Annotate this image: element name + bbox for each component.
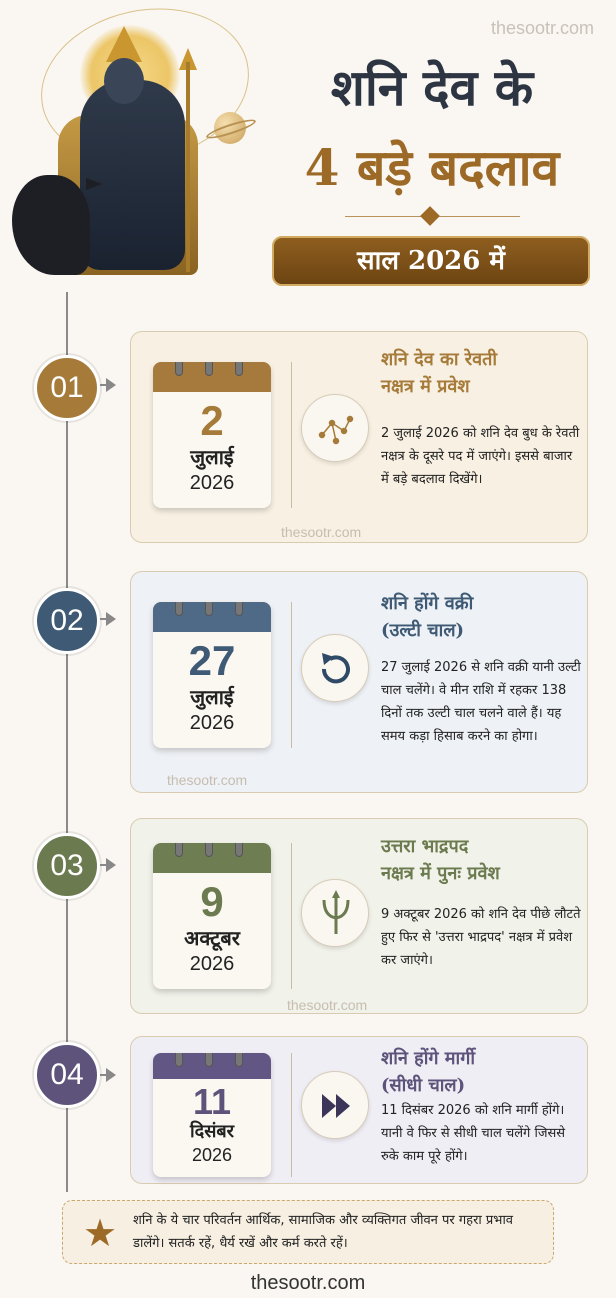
card-title-line: शनि होंगे वक्री [381,593,474,614]
calendar-ring [235,602,243,616]
crow-beak [86,178,102,190]
spear [186,62,190,272]
change-card-2 [130,571,588,793]
title-line-2: 4 बड़े बदलाव [304,138,560,197]
retrograde-arrow-icon [301,634,369,702]
card-separator [291,362,292,508]
footer-watermark: thesootr.com [250,1272,366,1294]
calendar-3 [153,843,271,989]
card-separator [291,1053,292,1177]
calendar-day: 2 [200,397,224,444]
arrow-right-icon [106,1068,116,1082]
card-title [381,1045,581,1099]
card-description: 9 अक्टूबर 2026 को शनि देव पीछे लौटते हुए फिर से 'उत्तरा भाद्रपद' नक्षत्र में प्रवेश कर जाएंगे। [381,907,581,968]
arrow-right-icon [106,612,116,626]
crow-icon [12,175,90,275]
footer-note [62,1200,554,1264]
change-card-4 [130,1036,588,1184]
deity-head [104,58,144,104]
step-number-3: 03 [34,833,100,899]
calendar-ring [235,1053,243,1067]
calendar-month: जुलाई [190,445,234,469]
calendar-month: जुलाई [190,685,234,709]
card-title [381,590,581,644]
card-description: 27 जुलाई 2026 से शनि वक्री यानी उल्टी चाल चलेंगे। वे मीन राशि में रहकर 138 दिनों तक उल्टी चाल चलने वाले हैं। यह समय कड़ा हिसाब करने का होगा। [381,660,581,744]
calendar-year: 2026 [189,953,235,975]
footer-text: शनि के ये चार परिवर्तन आर्थिक, सामाजिक और व्यक्तिगत जीवन पर गहरा प्रभाव डालेंगे। सतर्क रहें, धैर्य रखें और कर्म करते रहें। [133,1213,514,1251]
step-number-2: 02 [34,588,100,654]
calendar-day: 27 [188,637,236,684]
card-description: 2 जुलाई 2026 को शनि देव बुध के रेवती नक्षत्र के दूसरे पद में जाएंगे। इससे बाजार में बड़े बदलाव दिखेंगे। [381,426,580,487]
calendar-year: 2026 [189,712,235,734]
trident-icon [301,879,369,947]
calendar-4 [153,1053,271,1177]
calendar-ring [235,362,243,376]
year-banner: साल 2026 में [272,236,590,286]
calendar-ring [205,843,213,857]
card-title-line: शनि देव का रेवती [381,349,498,370]
deity-body [80,80,185,270]
fast-forward-icon [301,1071,369,1139]
calendar-ring [175,362,183,376]
card-separator [291,843,292,989]
calendar-year: 2026 [191,1145,233,1165]
calendar-month: दिसंबर [189,1121,235,1142]
divider-ornament-icon [420,206,440,226]
card-title-line: नक्षत्र में पुनः प्रवेश [381,863,500,884]
calendar-ring [175,1053,183,1067]
card-title-line: नक्षत्र में प्रवेश [381,376,470,397]
shani-dev-illustration [0,0,260,290]
card-watermark: thesootr.com [167,772,248,788]
calendar-year: 2026 [189,472,235,494]
top-watermark: thesootr.com [490,18,594,38]
calendar-ring [175,602,183,616]
calendar-2 [153,602,271,748]
calendar-ring [235,843,243,857]
card-description: 11 दिसंबर 2026 को शनि मार्गी होंगे। यानी वे फिर से सीधी चाल चलेंगे जिससे रुके काम पूरे होंगे। [381,1103,566,1164]
card-title-line: शनि होंगे मार्गी [381,1048,476,1069]
change-card-1 [130,331,588,543]
card-separator [291,602,292,748]
arrow-right-icon [106,858,116,872]
card-title [381,833,581,887]
card-watermark: thesootr.com [287,997,368,1013]
step-number-1: 01 [34,355,100,421]
title-line-1: शनि देव के [330,58,534,117]
card-title [381,346,581,400]
card-title-line: (सीधी चाल) [381,1075,466,1096]
calendar-ring [205,602,213,616]
card-watermark: thesootr.com [281,524,362,540]
calendar-ring [175,843,183,857]
constellation-icon [301,394,369,462]
arrow-right-icon [106,378,116,392]
card-title-line: (उल्टी चाल) [381,620,465,641]
calendar-month: अक्टूबर [184,926,240,950]
card-title-line: उत्तरा भाद्रपद [381,836,469,857]
calendar-1 [153,362,271,508]
crown-icon [106,26,142,62]
calendar-day: 9 [200,878,224,925]
calendar-day: 11 [192,1081,232,1122]
calendar-ring [205,1053,213,1067]
calendar-ring [205,362,213,376]
step-number-4: 04 [34,1042,100,1108]
star-icon: ★ [83,1211,118,1255]
change-card-3 [130,818,588,1014]
